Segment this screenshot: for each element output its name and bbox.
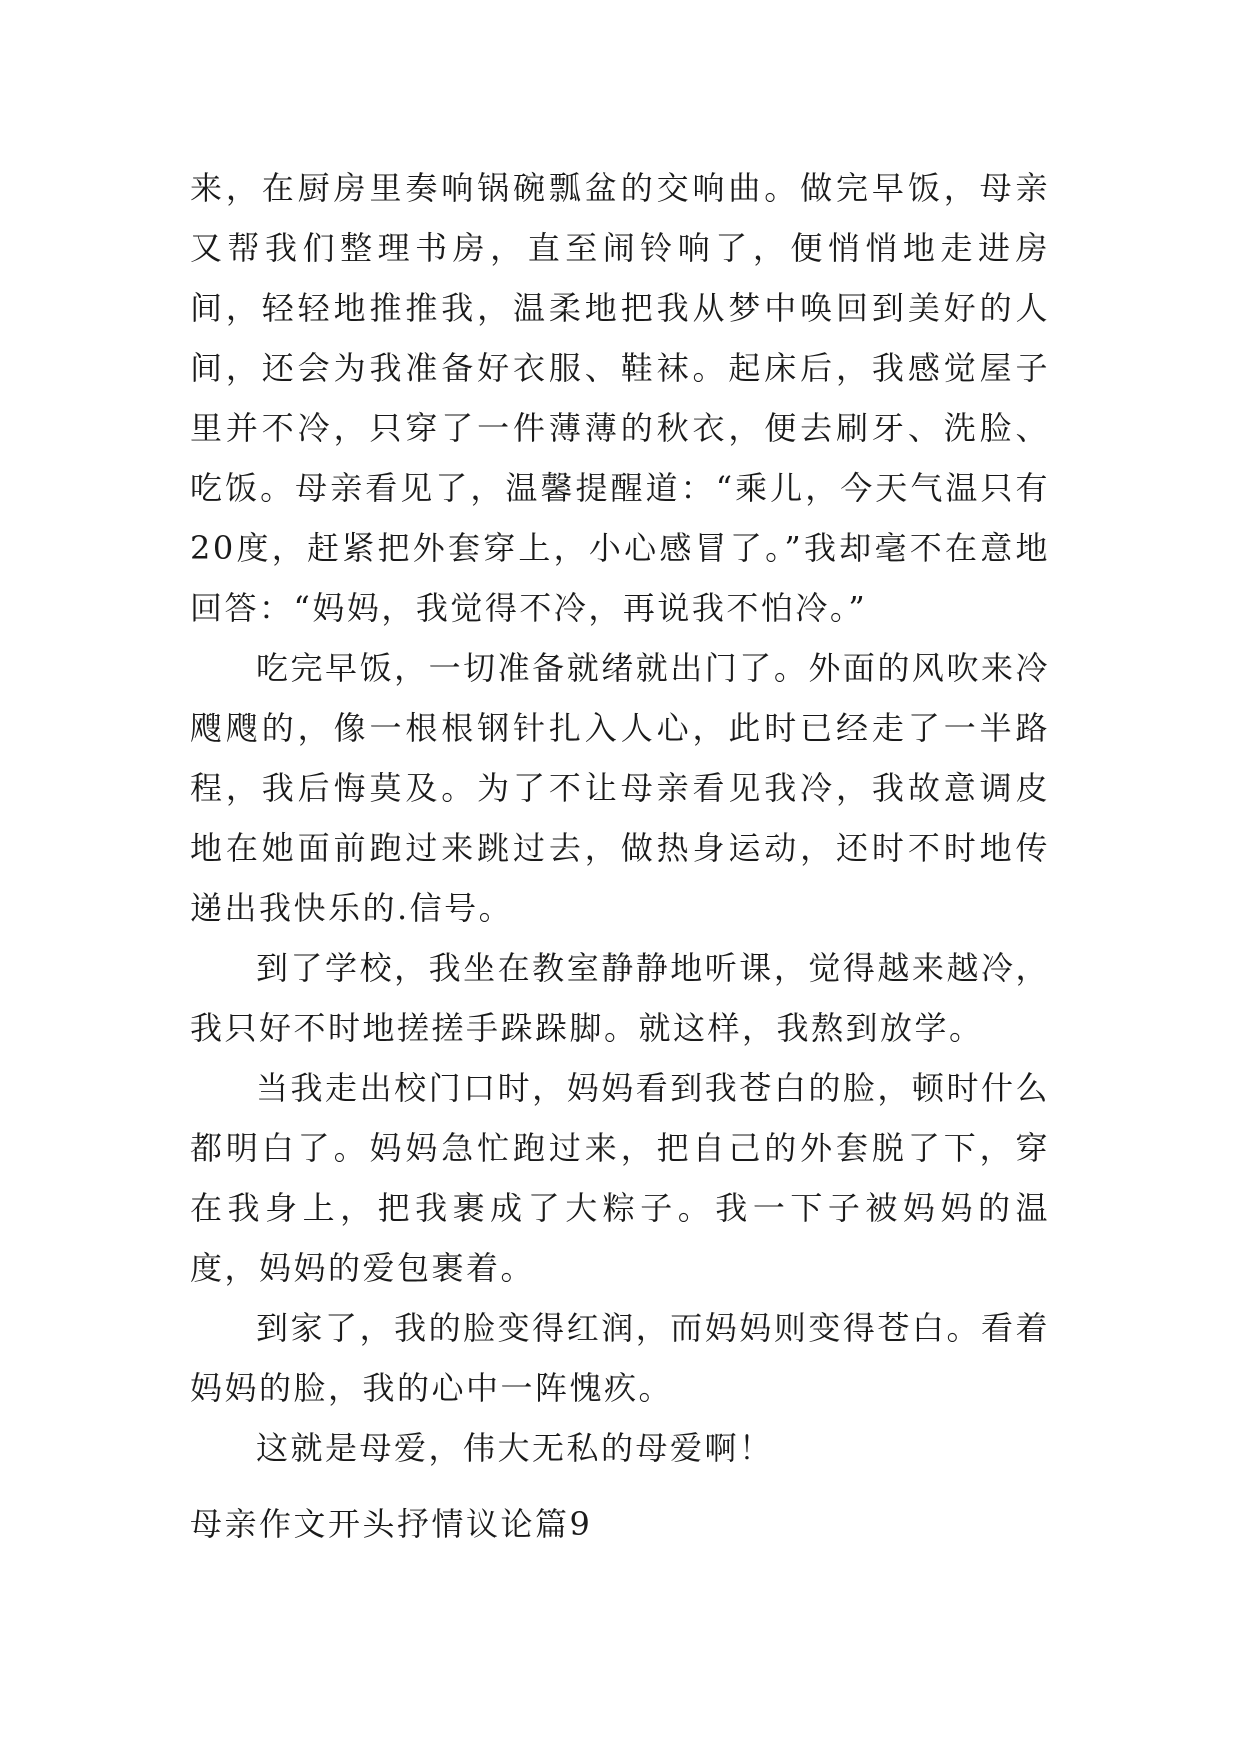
paragraph-4: 当我走出校门口时，妈妈看到我苍白的脸，顿时什么都明白了。妈妈急忙跑过来，把自己的外套脱了下，穿在我身上，把我裹成了大粽子。我一下子被妈妈的温度，妈妈的爱包裹着。 xyxy=(190,1069,1050,1287)
paragraph-6: 这就是母爱，伟大无私的母爱啊！ xyxy=(256,1429,774,1467)
paragraph-2: 吃完早饭，一切准备就绪就出门了。外面的风吹来冷飕飕的，像一根根钢针扎入人心，此时已经走了一半路程，我后悔莫及。为了不让母亲看见我冷，我故意调皮地在她面前跑过来跳过去，做热身运动，还时不时地传递出我快乐的.信号。 xyxy=(190,649,1050,927)
essay-body xyxy=(190,158,1050,1478)
paragraph-3: 到了学校，我坐在教室静静地听课，觉得越来越冷，我只好不时地搓搓手跺跺脚。就这样，我熬到放学。 xyxy=(190,949,1050,1047)
section-heading: 母亲作文开头抒情议论篇9 xyxy=(190,1505,593,1543)
paragraph-1: 来，在厨房里奏响锅碗瓢盆的交响曲。做完早饭，母亲又帮我们整理书房，直至闹铃响了，便悄悄地走进房间，轻轻地推推我，温柔地把我从梦中唤回到美好的人间，还会为我准备好衣服、鞋袜。起床后，我感觉屋子里并不冷，只穿了一件薄薄的秋衣，便去刷牙、洗脸、吃饭。母亲看见了，温馨提醒道：“乘儿，今天气温只有20度，赶紧把外套穿上，小心感冒了。”我却毫不在意地回答：“妈妈，我觉得不冷，再说我不怕冷。” xyxy=(190,169,1050,627)
paragraph-5: 到家了，我的脸变得红润，而妈妈则变得苍白。看着妈妈的脸，我的心中一阵愧疚。 xyxy=(190,1309,1050,1407)
